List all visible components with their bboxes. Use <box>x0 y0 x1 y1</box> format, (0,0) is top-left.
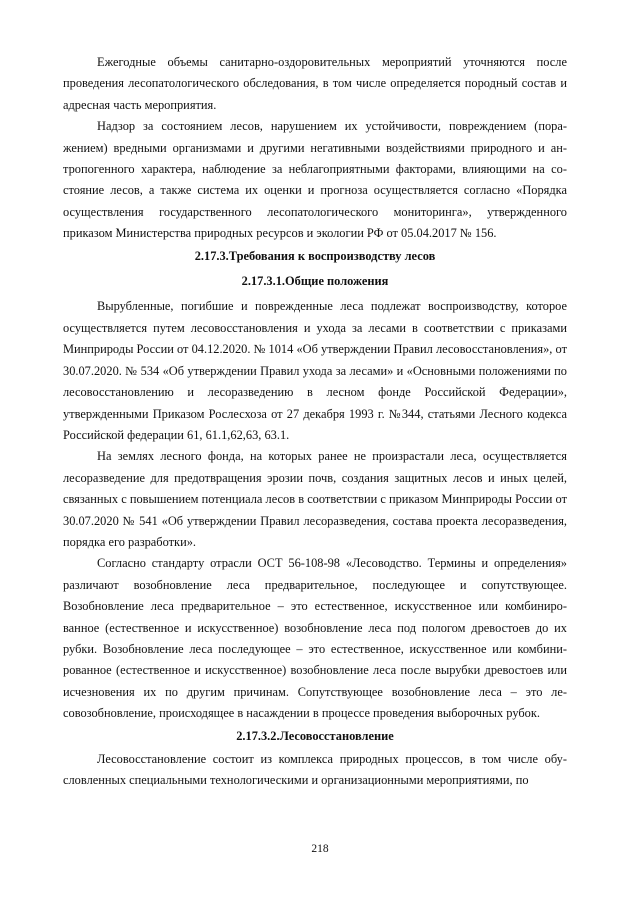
paragraph-afforestation: На землях лесного фонда, на которых ранее не произрастали леса, осуществляется лесоразведение для предотвращения эрозии почв, создания защитных лесов и иных целей, связанных с повышением потенциала лесов в соответствии с приказом Минприроды России от 30.07.2020 № 541 «Об утверждении Правил лесоразведения, состава проекта лесоразведения, порядка его разработки». <box>63 449 567 549</box>
paragraph-regeneration-types: Согласно стандарту отрасли ОСТ 56-108-98 «Лесоводство. Термины и определения» различают возобновление леса предварительное, последующее и сопутствующее. Возобновление леса предварительное – это естественное, искусственное или комбинированное (естественное и искусственное) возобновление леса под пологом древостоев до их рубки. Возобновление леса последующее – это естественное, искусственное или комбинированное (естественное и искусственное) возобновление леса после вырубки древостоев или исчезновения их по другим причинам. Сопутствующее возобновление леса – это лесовозобновление, происходящее в насаждении в процессе проведения выборочных рубок. <box>63 556 567 721</box>
paragraph-forest-supervision: Надзор за состоянием лесов, нарушением их устойчивости, повреждением (поражением) вредными организмами и другими негативными воздействиями природного и антропогенного характера, наблюдение за неблагоприятными факторами, влияющими на состояние лесов, а также система их оценки и прогноза осуществляется согласно «Порядка осуществления государственного лесопатологического мониторинга», утвержденного приказом Министерства природных ресурсов и экологии РФ от 05.04.2017 № 156. <box>63 119 567 241</box>
page-number: 218 <box>311 843 329 855</box>
subsection-heading-general: 2.17.3.1.Общие положения <box>241 274 389 289</box>
subsection-heading-reforestation: 2.17.3.2.Лесовосстановление <box>236 728 394 743</box>
paragraph-reforestation: Лесовосстановление состоит из комплекса природных процессов, в том числе обусловленных специальными технологическими и организационными мероприятиями, по <box>63 752 567 788</box>
paragraph-sanitary-volumes: Ежегодные объемы санитарно-оздоровительных мероприятий уточняются после проведения лесопатологического обследования, в том числе определяется породный состав и адресная часть мероприятия. <box>63 55 567 112</box>
document-page <box>63 52 567 792</box>
section-heading-reproduction: 2.17.3.Требования к воспроизводству лесов <box>194 248 436 263</box>
paragraph-reproduction-rules: Вырубленные, погибшие и поврежденные леса подлежат воспроизводству, которое осуществляется путем лесовосстановления и ухода за лесами в соответствии с приказами Минприроды России от 04.12.2020. № 1014 «Об утверждении Правил лесовосстановления», от 30.07.2020. № 534 «Об утверждении Правил ухода за лесами» и «Основными положениями по лесовосстановлению и лесоразведению в лесном фонде Российской Федерации», утвержденными Приказом Рослесхоза от 27 декабря 1993 г. №344, статьями Лесного кодекса Российской федерации 61, 61.1,62,63, 63.1. <box>63 299 567 442</box>
